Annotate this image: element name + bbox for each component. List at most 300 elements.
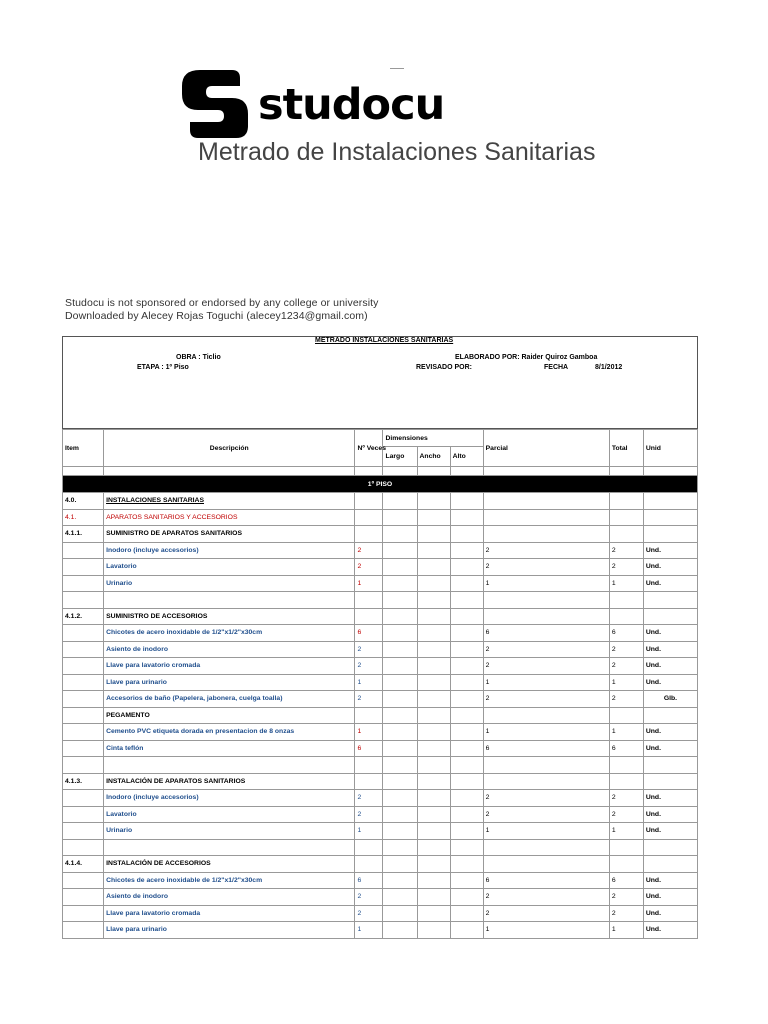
cell-descripcion: Llave para urinario: [104, 922, 355, 939]
cell-unid: Und.: [643, 872, 697, 889]
cell-descripcion: SUMINISTRO DE ACCESORIOS: [104, 608, 355, 625]
cell-largo: [383, 674, 417, 691]
cell-unid: [643, 493, 697, 510]
table-row: [63, 575, 698, 592]
cell-unid: Und.: [643, 559, 697, 576]
cell-descripcion: Cemento PVC etiqueta dorada en presentacion de 8 onzas: [104, 724, 355, 741]
cell-descripcion: [104, 757, 355, 774]
cell-total: 2: [609, 905, 643, 922]
cell-item: [63, 790, 104, 807]
table-row: [63, 592, 698, 609]
cell-descripcion: SUMINISTRO DE APARATOS SANITARIOS: [104, 526, 355, 543]
cell-parcial: 1: [483, 674, 609, 691]
table-row: [63, 757, 698, 774]
document-title: Metrado de Instalaciones Sanitarias: [198, 138, 596, 166]
cell-parcial: [483, 493, 609, 510]
cell-veces: 2: [355, 641, 383, 658]
cell-parcial: 2: [483, 542, 609, 559]
cell-descripcion: Chicotes de acero inoxidable de 1/2"x1/2"x30cm: [104, 625, 355, 642]
cell-descripcion: Accesorios de baño (Papelera, jabonera, cuelga toalla): [104, 691, 355, 708]
cell-largo: [383, 707, 417, 724]
cell-parcial: 6: [483, 740, 609, 757]
cell-ancho: [417, 658, 450, 675]
cell-alto: [450, 674, 483, 691]
cell-alto: [450, 806, 483, 823]
cell-largo: [383, 922, 417, 939]
cell-unid: [643, 856, 697, 873]
cell-veces: [355, 839, 383, 856]
cell-item: [63, 922, 104, 939]
cell-veces: 2: [355, 790, 383, 807]
cell-parcial: [483, 592, 609, 609]
table-row: [63, 509, 698, 526]
cell-largo: [383, 559, 417, 576]
obra: OBRA : Ticlio: [176, 354, 221, 361]
cell-veces: 2: [355, 806, 383, 823]
cell-alto: [450, 773, 483, 790]
cell-unid: [643, 773, 697, 790]
cell-parcial: 1: [483, 575, 609, 592]
fecha-value: 8/1/2012: [595, 364, 623, 371]
cell-alto: [450, 872, 483, 889]
cell-total: [609, 493, 643, 510]
cell-veces: 6: [355, 872, 383, 889]
cell-unid: Glb.: [643, 691, 697, 708]
floor-band-label: 1º PISO: [63, 476, 698, 493]
cell-parcial: [483, 526, 609, 543]
cell-parcial: 2: [483, 559, 609, 576]
cell-veces: [355, 592, 383, 609]
table-row: [63, 773, 698, 790]
cell-item: [63, 889, 104, 906]
cell-item: [63, 592, 104, 609]
cell-ancho: [417, 905, 450, 922]
sheet-title: METRADO INSTALACIONES SANITARIAS: [315, 337, 454, 344]
cell-unid: Und.: [643, 724, 697, 741]
table-row: [63, 707, 698, 724]
cell-veces: 2: [355, 559, 383, 576]
cell-unid: [643, 592, 697, 609]
cell-ancho: [417, 707, 450, 724]
cell-total: [609, 509, 643, 526]
cell-veces: 1: [355, 823, 383, 840]
cell-ancho: [417, 509, 450, 526]
cell-descripcion: Asiento de inodoro: [104, 889, 355, 906]
cell-largo: [383, 493, 417, 510]
studocu-logo-icon: [182, 70, 248, 138]
cell-parcial: [483, 509, 609, 526]
cell-descripcion: Asiento de inodoro: [104, 641, 355, 658]
cell-descripcion: Urinario: [104, 575, 355, 592]
cell-unid: Und.: [643, 790, 697, 807]
cell-total: 2: [609, 641, 643, 658]
cell-veces: [355, 757, 383, 774]
cell-item: [63, 707, 104, 724]
cell-largo: [383, 724, 417, 741]
cell-largo: [383, 608, 417, 625]
cell-total: [609, 608, 643, 625]
cell-unid: Und.: [643, 625, 697, 642]
cell-largo: [383, 740, 417, 757]
cell-parcial: [483, 608, 609, 625]
cell-item: 4.0.: [63, 493, 104, 510]
cell-largo: [383, 526, 417, 543]
cell-veces: 6: [355, 625, 383, 642]
cell-descripcion: Llave para lavatorio cromada: [104, 905, 355, 922]
cell-unid: Und.: [643, 641, 697, 658]
cell-parcial: 2: [483, 658, 609, 675]
cell-largo: [383, 757, 417, 774]
table-row: [63, 691, 698, 708]
cell-descripcion: INSTALACIÓN DE ACCESORIOS: [104, 856, 355, 873]
cell-parcial: 2: [483, 889, 609, 906]
download-notice: [65, 297, 379, 323]
cell-parcial: 2: [483, 691, 609, 708]
cell-item: [63, 559, 104, 576]
table-row: [63, 658, 698, 675]
cell-ancho: [417, 856, 450, 873]
cell-ancho: [417, 625, 450, 642]
cell-parcial: 6: [483, 872, 609, 889]
cell-ancho: [417, 839, 450, 856]
cell-item: [63, 575, 104, 592]
col-parcial: Parcial: [483, 430, 609, 467]
cell-veces: 2: [355, 542, 383, 559]
cell-ancho: [417, 740, 450, 757]
cell-unid: Und.: [643, 575, 697, 592]
cell-item: [63, 905, 104, 922]
cell-largo: [383, 641, 417, 658]
column-header-row: [63, 430, 698, 447]
cell-unid: [643, 526, 697, 543]
cell-largo: [383, 592, 417, 609]
table-row: [63, 922, 698, 939]
cell-descripcion: Lavatorio: [104, 806, 355, 823]
col-total: Total: [609, 430, 643, 467]
cell-item: [63, 872, 104, 889]
cell-alto: [450, 823, 483, 840]
cell-item: 4.1.: [63, 509, 104, 526]
cell-item: [63, 641, 104, 658]
cell-total: 1: [609, 823, 643, 840]
cell-parcial: [483, 839, 609, 856]
cell-unid: Und.: [643, 905, 697, 922]
table-row: [63, 559, 698, 576]
cell-largo: [383, 658, 417, 675]
cell-total: 2: [609, 790, 643, 807]
cell-total: 2: [609, 559, 643, 576]
table-row: [63, 872, 698, 889]
cell-unid: Und.: [643, 740, 697, 757]
cell-total: [609, 757, 643, 774]
cell-item: 4.1.1.: [63, 526, 104, 543]
elaborado-por: ELABORADO POR: Raider Quiroz Gamboa: [455, 354, 598, 361]
table-row: [63, 806, 698, 823]
col-veces: Nº Veces: [355, 430, 383, 467]
cell-unid: [643, 608, 697, 625]
cell-alto: [450, 856, 483, 873]
col-ancho: Ancho: [417, 447, 450, 467]
cell-total: [609, 592, 643, 609]
cell-item: [63, 542, 104, 559]
cell-veces: 1: [355, 674, 383, 691]
cell-ancho: [417, 806, 450, 823]
cell-largo: [383, 575, 417, 592]
cell-veces: [355, 707, 383, 724]
cell-largo: [383, 542, 417, 559]
cell-alto: [450, 922, 483, 939]
cell-total: [609, 526, 643, 543]
studocu-logo[interactable]: [182, 70, 444, 138]
cell-parcial: [483, 856, 609, 873]
table-row: [63, 493, 698, 510]
cell-unid: [643, 707, 697, 724]
cell-parcial: [483, 757, 609, 774]
cell-total: 2: [609, 691, 643, 708]
cell-largo: [383, 856, 417, 873]
cell-item: 4.1.2.: [63, 608, 104, 625]
cell-alto: [450, 509, 483, 526]
cell-item: [63, 740, 104, 757]
cell-ancho: [417, 575, 450, 592]
cell-item: [63, 839, 104, 856]
cell-total: 2: [609, 889, 643, 906]
cell-largo: [383, 839, 417, 856]
cell-veces: 2: [355, 658, 383, 675]
cell-item: 4.1.3.: [63, 773, 104, 790]
cell-veces: 1: [355, 922, 383, 939]
floor-band: [63, 476, 698, 493]
col-item: Item: [63, 430, 104, 467]
col-largo: Largo: [383, 447, 417, 467]
cell-ancho: [417, 691, 450, 708]
cell-descripcion: Llave para urinario: [104, 674, 355, 691]
cell-alto: [450, 740, 483, 757]
cell-ancho: [417, 872, 450, 889]
cell-parcial: 1: [483, 724, 609, 741]
table-row: [63, 856, 698, 873]
cell-item: [63, 806, 104, 823]
cell-total: 6: [609, 740, 643, 757]
table-row: [63, 526, 698, 543]
cell-parcial: 2: [483, 905, 609, 922]
cell-veces: [355, 773, 383, 790]
cell-ancho: [417, 922, 450, 939]
table-row: [63, 839, 698, 856]
cell-ancho: [417, 526, 450, 543]
cell-largo: [383, 691, 417, 708]
cell-alto: [450, 905, 483, 922]
cell-total: [609, 773, 643, 790]
cell-item: [63, 658, 104, 675]
cell-total: 1: [609, 724, 643, 741]
cell-item: [63, 724, 104, 741]
cell-alto: [450, 757, 483, 774]
spacer-row: [63, 467, 698, 476]
cell-ancho: [417, 559, 450, 576]
cell-ancho: [417, 608, 450, 625]
cell-unid: [643, 839, 697, 856]
cell-alto: [450, 790, 483, 807]
cell-item: 4.1.4.: [63, 856, 104, 873]
cell-descripcion: [104, 839, 355, 856]
cell-alto: [450, 592, 483, 609]
cell-parcial: 1: [483, 922, 609, 939]
cell-veces: 1: [355, 575, 383, 592]
cell-parcial: 1: [483, 823, 609, 840]
etapa: ETAPA : 1º Piso: [137, 364, 189, 371]
notice-line-2: Downloaded by Alecey Rojas Toguchi (alecey1234@gmail.com): [65, 310, 368, 322]
cell-alto: [450, 889, 483, 906]
cell-unid: Und.: [643, 674, 697, 691]
cell-largo: [383, 872, 417, 889]
cell-veces: 2: [355, 691, 383, 708]
cell-descripcion: Llave para lavatorio cromada: [104, 658, 355, 675]
cell-item: [63, 823, 104, 840]
logo-dash: [390, 68, 404, 69]
cell-ancho: [417, 592, 450, 609]
cell-veces: 1: [355, 724, 383, 741]
cell-unid: [643, 509, 697, 526]
cell-veces: [355, 526, 383, 543]
cell-alto: [450, 625, 483, 642]
cell-largo: [383, 806, 417, 823]
cell-alto: [450, 839, 483, 856]
cell-veces: [355, 509, 383, 526]
cell-alto: [450, 559, 483, 576]
cell-largo: [383, 889, 417, 906]
cell-total: 1: [609, 674, 643, 691]
col-descripcion: Descripción: [104, 430, 355, 467]
cell-unid: Und.: [643, 922, 697, 939]
cell-unid: Und.: [643, 658, 697, 675]
cell-total: 2: [609, 806, 643, 823]
cell-total: [609, 839, 643, 856]
cell-descripcion: Urinario: [104, 823, 355, 840]
cell-total: 1: [609, 922, 643, 939]
table-row: [63, 724, 698, 741]
cell-parcial: [483, 773, 609, 790]
metrado-sheet: [62, 336, 698, 939]
cell-alto: [450, 707, 483, 724]
metrado-table: [62, 429, 698, 939]
table-row: [63, 790, 698, 807]
cell-parcial: [483, 707, 609, 724]
cell-ancho: [417, 757, 450, 774]
cell-veces: 2: [355, 889, 383, 906]
cell-descripcion: Cinta teflón: [104, 740, 355, 757]
cell-unid: Und.: [643, 806, 697, 823]
table-row: [63, 542, 698, 559]
cell-parcial: 2: [483, 806, 609, 823]
cell-descripcion: Inodoro (incluye accesorios): [104, 542, 355, 559]
cell-parcial: 2: [483, 790, 609, 807]
cell-alto: [450, 526, 483, 543]
cell-alto: [450, 641, 483, 658]
cell-ancho: [417, 493, 450, 510]
cell-descripcion: INSTALACIÓN DE APARATOS SANITARIOS: [104, 773, 355, 790]
table-row: [63, 641, 698, 658]
cell-alto: [450, 724, 483, 741]
cell-alto: [450, 691, 483, 708]
cell-ancho: [417, 641, 450, 658]
table-row: [63, 740, 698, 757]
cell-ancho: [417, 889, 450, 906]
brand-name: studocu: [258, 80, 445, 130]
cell-veces: [355, 493, 383, 510]
cell-item: [63, 757, 104, 774]
cell-largo: [383, 625, 417, 642]
cell-largo: [383, 823, 417, 840]
cell-total: [609, 707, 643, 724]
cell-descripcion: Inodoro (incluye accesorios): [104, 790, 355, 807]
col-alto: Alto: [450, 447, 483, 467]
cell-largo: [383, 790, 417, 807]
cell-ancho: [417, 674, 450, 691]
cell-unid: Und.: [643, 889, 697, 906]
cell-unid: [643, 757, 697, 774]
cell-largo: [383, 773, 417, 790]
table-row: [63, 608, 698, 625]
cell-alto: [450, 658, 483, 675]
cell-veces: [355, 608, 383, 625]
fecha-label: FECHA: [544, 364, 569, 371]
cell-total: [609, 856, 643, 873]
table-row: [63, 625, 698, 642]
cell-alto: [450, 575, 483, 592]
cell-largo: [383, 509, 417, 526]
cell-ancho: [417, 823, 450, 840]
cell-descripcion: APARATOS SANITARIOS Y ACCESORIOS: [104, 509, 355, 526]
cell-ancho: [417, 773, 450, 790]
cell-unid: Und.: [643, 542, 697, 559]
cell-alto: [450, 542, 483, 559]
table-row: [63, 674, 698, 691]
cell-item: [63, 625, 104, 642]
cell-largo: [383, 905, 417, 922]
cell-descripcion: Chicotes de acero inoxidable de 1/2"x1/2"x30cm: [104, 872, 355, 889]
cell-total: 2: [609, 658, 643, 675]
notice-line-1: Studocu is not sponsored or endorsed by any college or university: [65, 297, 379, 309]
cell-parcial: 2: [483, 641, 609, 658]
cell-ancho: [417, 724, 450, 741]
cell-descripcion: PEGAMENTO: [104, 707, 355, 724]
cell-alto: [450, 608, 483, 625]
cell-descripcion: INSTALACIONES SANITARIAS: [104, 493, 355, 510]
cell-descripcion: [104, 592, 355, 609]
cell-veces: [355, 856, 383, 873]
cell-veces: 6: [355, 740, 383, 757]
cell-ancho: [417, 790, 450, 807]
cell-item: [63, 674, 104, 691]
cell-unid: Und.: [643, 823, 697, 840]
cell-alto: [450, 493, 483, 510]
cell-total: 6: [609, 872, 643, 889]
table-row: [63, 889, 698, 906]
cell-item: [63, 691, 104, 708]
table-row: [63, 905, 698, 922]
revisado-por: REVISADO POR:: [416, 364, 473, 371]
cell-descripcion: Lavatorio: [104, 559, 355, 576]
table-row: [63, 823, 698, 840]
cell-ancho: [417, 542, 450, 559]
sheet-header: [62, 336, 698, 429]
cell-veces: 2: [355, 905, 383, 922]
cell-total: 6: [609, 625, 643, 642]
cell-total: 2: [609, 542, 643, 559]
cell-total: 1: [609, 575, 643, 592]
col-dimensiones: Dimensiones: [383, 430, 483, 447]
